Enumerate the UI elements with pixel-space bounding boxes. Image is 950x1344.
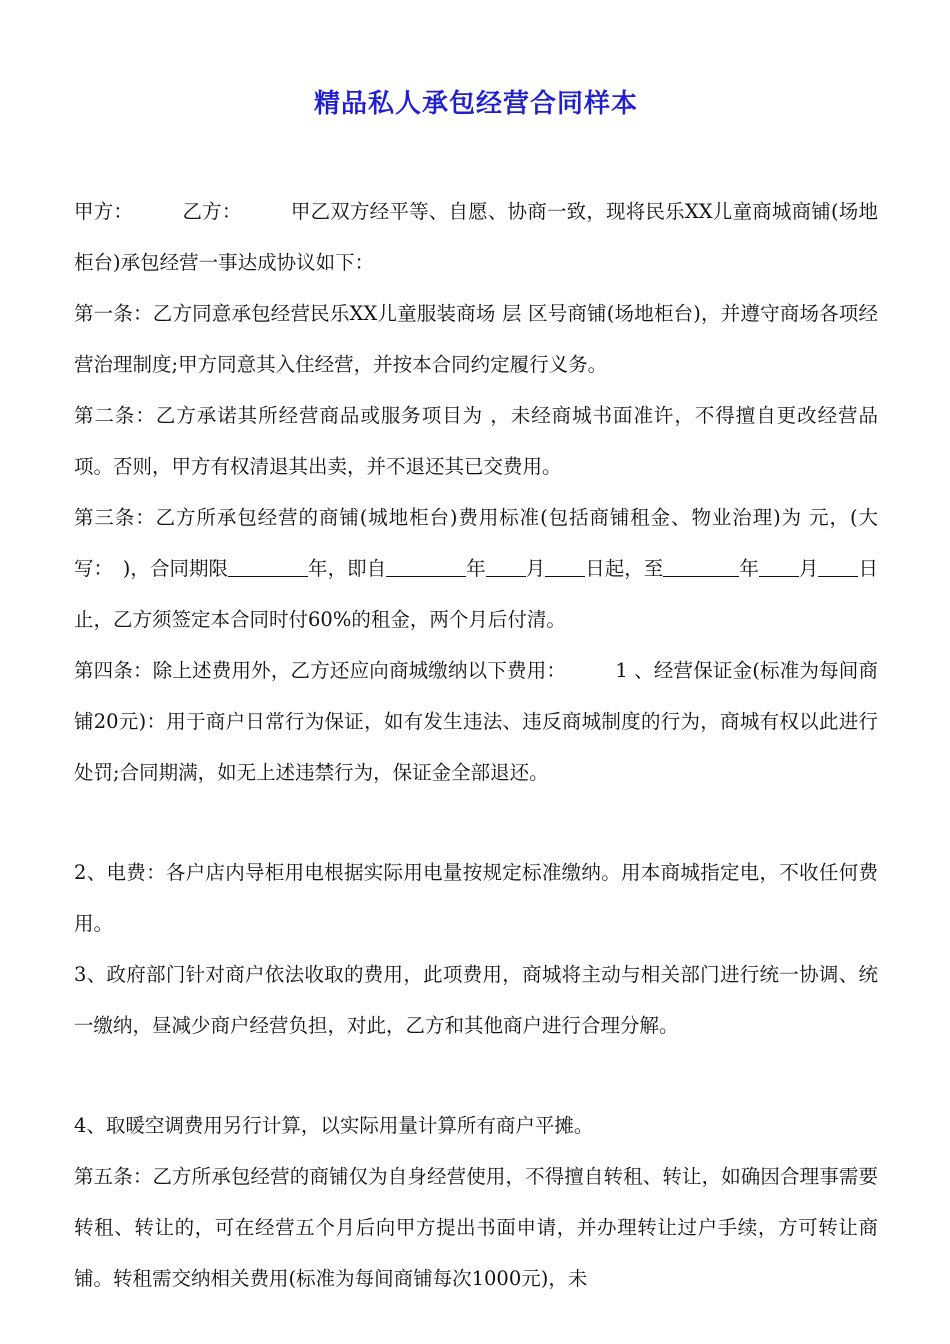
article-3-text-b: 年，即自 (308, 557, 387, 580)
article-3-text-e: 日起，至 (585, 557, 664, 580)
blank-line (486, 556, 526, 577)
article-3-text-f: 年 (739, 557, 759, 580)
article-3-text-h: 日止，乙方须签定本合同时付60%的租金，两个月后付清。 (74, 557, 878, 631)
blank-line (228, 556, 308, 577)
document-title: 精品私人承包经营合同样本 (313, 89, 638, 119)
article-3-text-g: 月 (798, 557, 819, 580)
blank-line (386, 556, 466, 577)
paragraph-gap (74, 1051, 878, 1100)
intro-paragraph: 甲方： 乙方： 甲乙双方经平等、自愿、协商一致，现将民乐XX儿童商城商铺(场地柜台)承包经营一事达成协议如下： (74, 200, 878, 274)
blank-line (709, 556, 739, 577)
article-3-text-c: 年 (466, 557, 486, 580)
article-1: 第一条：乙方同意承包经营民乐XX儿童服装商场 层 区号商铺(场地柜台)，并遵守商场各项经营治理制度;甲方同意其入住经营，并按本合同约定履行义务。 (74, 302, 878, 376)
article-3 (74, 492, 878, 645)
document-body (74, 186, 878, 1304)
article-3-text-a: 第三条：乙方所承包经营的商铺(城地柜台)费用标准(包括商铺租金、物业治理)为 元，(大写： )，合同期限 (74, 506, 878, 580)
blank-line (663, 556, 709, 577)
blank-line (545, 556, 585, 577)
article-4: 第四条：除上述费用外，乙方还应向商城缴纳以下费用： 1 、经营保证金(标准为每间商铺20元)：用于商户日常行为保证，如有发生违法、违反商城制度的行为，商城有权以此进行处罚;合同期满，如无上述违禁行为，保证金全部退还。 (74, 659, 878, 784)
article-3-text-d: 月 (525, 557, 546, 580)
article-5: 第五条：乙方所承包经营的商铺仅为自身经营使用，不得擅自转租、转让，如确因合理事需要转租、转让的，可在经营五个月后向甲方提出书面申请，并办理转让过户手续，方可转让商铺。转租需交纳相关费用(标准为每间商铺每次1000元)，未 (74, 1165, 878, 1290)
item-4: 4、取暖空调费用另行计算，以实际用量计算所有商户平摊。 (74, 1114, 594, 1137)
item-3: 3、政府部门针对商户依法收取的费用，此项费用，商城将主动与相关部门进行统一协调、统一缴纳，昼减少商户经营负担，对此，乙方和其他商户进行合理分解。 (74, 963, 878, 1037)
blank-line (818, 556, 858, 577)
item-2: 2、电费：各户店内导柜用电根据实际用电量按规定标准缴纳。用本商城指定电，不收任何费用。 (74, 861, 878, 935)
blank-line (759, 556, 799, 577)
paragraph-gap (74, 798, 878, 847)
article-2: 第二条：乙方承诺其所经营商品或服务项目为 ，未经商城书面准许，不得擅自更改经营品项。否则，甲方有权清退其出卖，并不退还其已交费用。 (74, 404, 878, 478)
